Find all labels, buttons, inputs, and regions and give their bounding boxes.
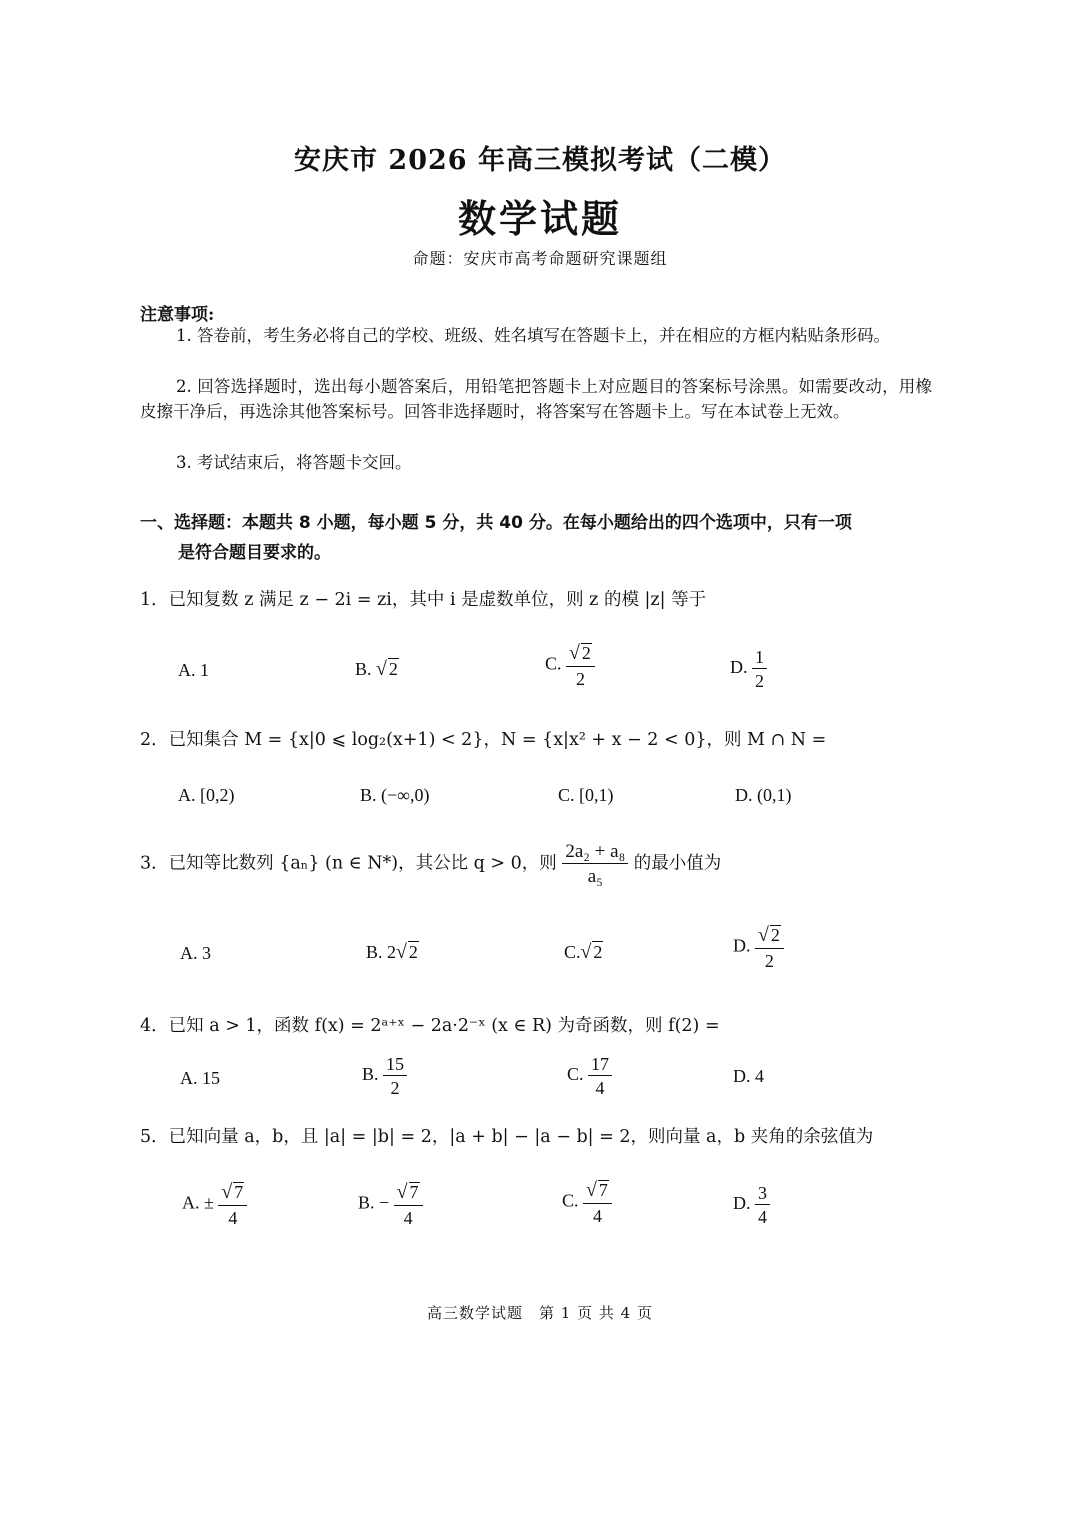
q3-option-b [366, 941, 419, 964]
denominator: 4 [403, 1207, 413, 1228]
radicand: 2 [770, 925, 780, 945]
q4-option-b [362, 1055, 407, 1097]
numerator: 2a₂ + a₈ [562, 842, 628, 864]
option-label: B. − [358, 1192, 390, 1213]
option-label: B. 2 [366, 942, 397, 962]
q4-option-d: D. 4 [733, 1066, 764, 1086]
q3-stem-pre: 3．已知等比数列 {aₙ} (n ∈ N*)，其公比 q > 0，则 [140, 853, 557, 874]
numerator: 17 [588, 1055, 612, 1076]
denominator: 4 [228, 1207, 238, 1228]
q3-option-d [733, 925, 784, 970]
option-label: A. ± [182, 1192, 214, 1213]
option-label: D. [730, 657, 748, 678]
note-item: 1. 答卷前，考生务必将自己的学校、班级、姓名填写在答题卡上，并在相应的方框内粘贴条形码。 [176, 326, 890, 345]
q3-stem-post: 的最小值为 [633, 853, 722, 874]
section-line-2: 是符合题目要求的。 [178, 543, 331, 563]
denominator: 2 [390, 1078, 400, 1098]
sqrt-icon: √ [586, 1179, 597, 1201]
section-heading [140, 508, 935, 568]
denominator: 2 [764, 950, 774, 971]
numerator: 1 [752, 648, 767, 669]
numerator: 3 [755, 1184, 770, 1205]
question-4-stem: 4．已知 a > 1，函数 f(x) = 2ᵃ⁺ˣ − 2a·2⁻ˣ (x ∈ R) 为奇函数，则 f(2) = [140, 1016, 720, 1036]
question-5-stem: 5．已知向量 a，b，且 |a| = |b| = 2，|a + b| − |a − b| = 2，则向量 a，b 夹角的余弦值为 [140, 1127, 874, 1147]
fraction [566, 643, 595, 688]
option-label: C. [567, 1064, 584, 1085]
subject-title: 数学试题 [457, 196, 622, 241]
q2-option-c: C. [0,1) [558, 785, 614, 805]
radicand: 7 [409, 1182, 419, 1202]
notes-heading: 注意事项: [140, 305, 215, 325]
sqrt-icon: √ [221, 1181, 233, 1203]
sqrt-icon: √ [758, 924, 769, 946]
denominator: 4 [592, 1205, 602, 1226]
option-label: C. [562, 1190, 579, 1211]
q1-option-b [355, 658, 399, 681]
fraction [755, 1184, 770, 1226]
q1-option-d [730, 648, 767, 690]
radicand: 2 [581, 643, 591, 663]
question-1-stem: 1．已知复数 z 满足 z − 2i = zi，其中 i 是虚数单位，则 z 的模 |z| 等于 [140, 590, 707, 610]
radicand: 2 [408, 942, 418, 962]
sqrt-icon: √ [569, 642, 580, 664]
radicand: 2 [388, 659, 398, 679]
sqrt-icon: √ [376, 658, 387, 680]
denominator: a₅ [587, 866, 603, 887]
q2-option-a: A. [0,2) [178, 785, 235, 805]
fraction [752, 648, 767, 690]
fraction [755, 925, 784, 970]
fraction [583, 1180, 612, 1225]
section-line-1: 一、选择题：本题共 8 小题，每小题 5 分，共 40 分。在每小题给出的四个选项中，只有一项 [140, 513, 852, 533]
denominator: 2 [575, 668, 585, 689]
question-2-stem: 2．已知集合 M = {x|0 ⩽ log₂(x+1) < 2}，N = {x|x² + x − 2 < 0}，则 M ∩ N = [140, 730, 827, 750]
exam-title: 安庆市 2026 年高三模拟考试（二模） [294, 145, 786, 176]
q5-option-d [733, 1184, 770, 1226]
q4-option-a: A. 15 [180, 1068, 220, 1088]
option-label: B. [362, 1064, 379, 1085]
q2-option-b: B. (−∞,0) [360, 785, 430, 805]
question-3-stem [140, 842, 721, 886]
fraction [394, 1182, 423, 1227]
fraction [218, 1182, 247, 1227]
q5-option-b [358, 1182, 423, 1227]
denominator: 4 [758, 1207, 767, 1227]
q3-option-c [564, 941, 603, 964]
q5-option-c [562, 1180, 612, 1225]
fraction [588, 1055, 612, 1097]
q1-option-c [545, 643, 595, 688]
option-label: C. [564, 942, 581, 962]
radicand: 2 [593, 942, 603, 962]
numerator: 15 [383, 1055, 407, 1076]
radicand: 7 [598, 1180, 608, 1200]
q5-option-a [182, 1182, 247, 1227]
fraction [383, 1055, 407, 1097]
sqrt-icon: √ [396, 941, 407, 963]
author-line: 命题：安庆市高考命题研究课题组 [412, 249, 668, 268]
fraction [562, 842, 628, 886]
q2-option-d: D. (0,1) [735, 785, 792, 805]
option-label: D. [733, 1193, 751, 1214]
page-footer: 高三数学试题 第 1 页 共 4 页 [427, 1304, 653, 1322]
q3-option-a: A. 3 [180, 943, 211, 963]
denominator: 4 [595, 1078, 605, 1098]
option-label: D. [733, 935, 751, 956]
q1-option-a: A. 1 [178, 660, 209, 680]
q4-option-c [567, 1055, 612, 1097]
option-label: C. [545, 653, 562, 674]
denominator: 2 [755, 671, 764, 691]
sqrt-icon: √ [580, 941, 592, 963]
note-item: 3. 考试结束后，将答题卡交回。 [176, 453, 412, 472]
note-item: 2. 回答选择题时，选出每小题答案后，用铅笔把答题卡上对应题目的答案标号涂黑。如需要改动，用橡皮擦干净后，再选涂其他答案标号。回答非选择题时，将答案写在答题卡上。写在本试卷上无效。 [140, 377, 932, 421]
sqrt-icon: √ [396, 1181, 408, 1203]
radicand: 7 [234, 1182, 244, 1202]
option-label: B. [355, 659, 372, 679]
